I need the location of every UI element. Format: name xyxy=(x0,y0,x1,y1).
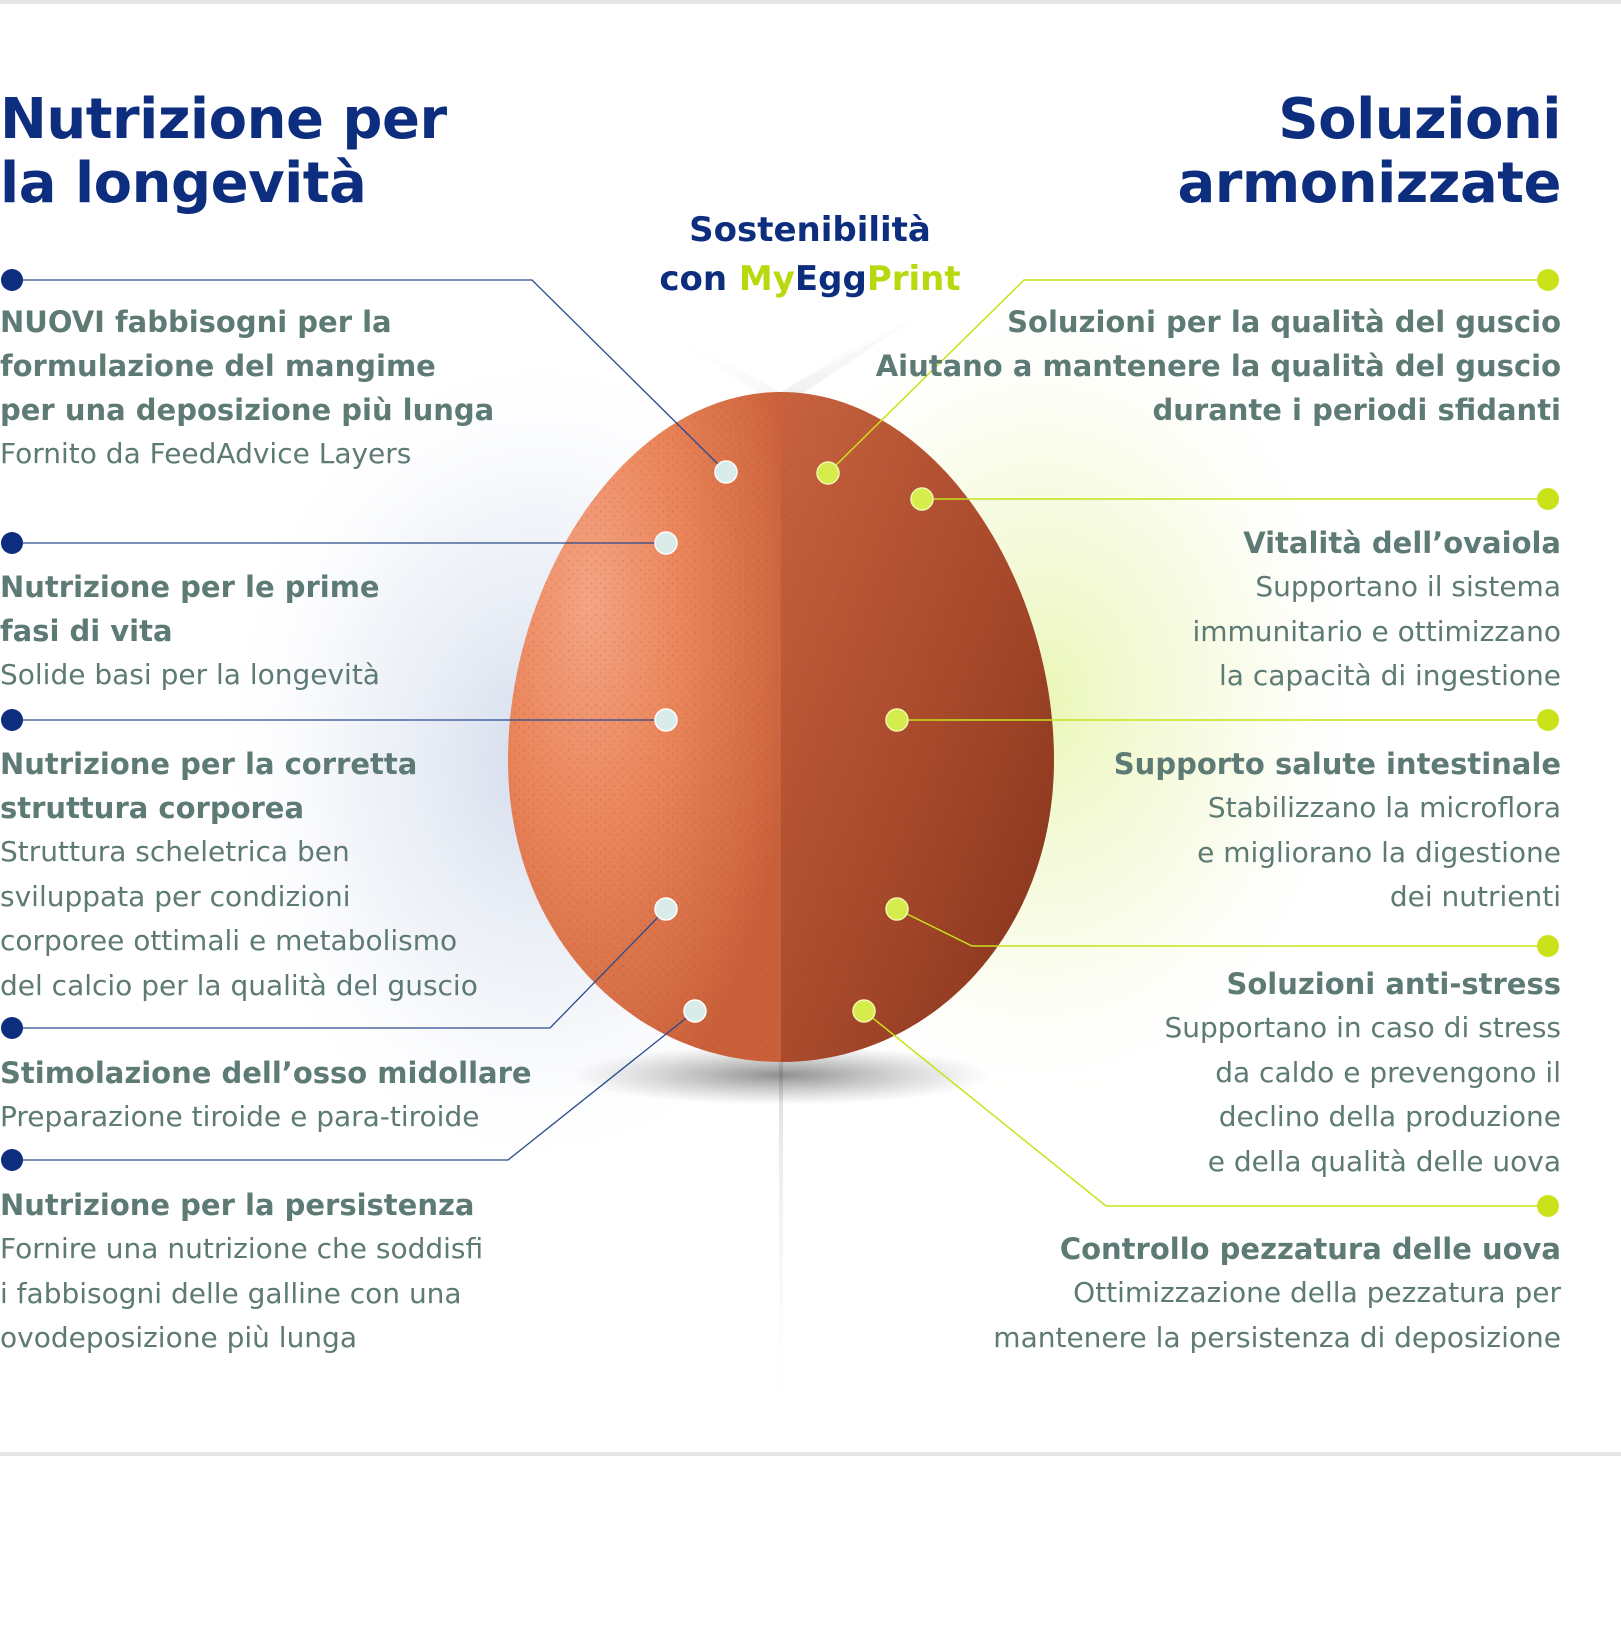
item-title: Nutrizione per la corretta xyxy=(0,747,418,781)
item-desc: Preparazione tiroide e para-tiroide xyxy=(0,1100,480,1133)
left-dot xyxy=(1,269,23,291)
heading-harmonized-solutions xyxy=(1177,88,1561,216)
item-title: durante i periodi sfidanti xyxy=(1152,393,1561,427)
connector-dot xyxy=(715,461,737,483)
connector-dot xyxy=(886,898,908,920)
item-title: Vitalità dell’ovaiola xyxy=(1243,526,1561,560)
item-desc: Supportano il sistema xyxy=(1255,570,1561,603)
connector-dot xyxy=(1537,709,1559,731)
connector-dot xyxy=(1537,269,1559,291)
item-desc: e migliorano la digestione xyxy=(1197,835,1561,869)
left-item-medullary-bone xyxy=(0,1051,620,1140)
right-item-hen-vitality xyxy=(941,521,1561,699)
connector-dot xyxy=(1,1017,23,1039)
heading-line: la longevità xyxy=(0,151,367,216)
item-desc: Solide basi per la longevità xyxy=(0,658,380,691)
connector-dot xyxy=(655,709,677,731)
item-desc: sviluppata per condizioni xyxy=(0,879,351,913)
item-desc: ovodeposizione più lunga xyxy=(0,1321,357,1354)
item-desc: Struttura scheletrica ben xyxy=(0,835,350,868)
right-item-anti-stress xyxy=(941,962,1561,1184)
right-item-egg-size xyxy=(901,1227,1561,1360)
item-title: formulazione del mangime xyxy=(0,349,436,383)
item-title: NUOVI fabbisogni per la xyxy=(0,305,392,339)
myeggprint-line xyxy=(600,255,1020,304)
item-title: fasi di vita xyxy=(0,614,173,648)
item-desc: i fabbisogni delle galline con una xyxy=(0,1276,462,1310)
item-desc: declino della produzione xyxy=(1218,1100,1561,1133)
item-desc: la capacità di ingestione xyxy=(1219,659,1561,692)
connector-dot xyxy=(886,709,908,731)
item-desc: Supportano in caso di stress xyxy=(1164,1011,1561,1044)
connector-dot xyxy=(1,709,23,731)
connector-dot xyxy=(1,532,23,554)
right-item-gut-health xyxy=(941,742,1561,920)
item-desc: corporee ottimali e metabolismo xyxy=(0,924,458,957)
item-title: struttura corporea xyxy=(0,791,305,825)
item-title: Soluzioni anti-stress xyxy=(1226,967,1561,1001)
item-title: Aiutano a mantenere la qualità del guscio xyxy=(875,349,1561,383)
heading-line: Nutrizione per xyxy=(0,87,447,152)
item-desc: Fornire una nutrizione che soddisfi xyxy=(0,1232,484,1265)
sustainability-line: Sostenibilità xyxy=(689,210,931,250)
item-desc: da caldo e prevengono il xyxy=(1215,1055,1561,1089)
connector-dot xyxy=(911,488,933,510)
connector-dot xyxy=(1537,1195,1559,1217)
connector-dot xyxy=(1537,935,1559,957)
brand-egg: Egg xyxy=(794,259,867,299)
brand-my: My xyxy=(738,259,795,299)
item-title: per una deposizione più lunga xyxy=(0,393,495,427)
item-title: Stimolazione dell’osso midollare xyxy=(0,1056,532,1090)
connector-dot xyxy=(853,1000,875,1022)
item-desc: Stabilizzano la microflora xyxy=(1207,791,1561,824)
right-item-shell-quality xyxy=(841,300,1561,432)
heading-longevity xyxy=(0,88,447,216)
connector-dot xyxy=(1,1149,23,1171)
item-desc: immunitario e ottimizzano xyxy=(1192,614,1561,648)
left-item-body-structure xyxy=(0,742,620,1008)
con-prefix: con xyxy=(659,259,739,299)
brand-print: Print xyxy=(866,259,961,299)
item-title: Controllo pezzatura delle uova xyxy=(1059,1232,1561,1266)
item-desc: del calcio per la qualità del guscio xyxy=(0,968,478,1002)
item-title: Nutrizione per le prime xyxy=(0,570,380,604)
item-desc: Ottimizzazione della pezzatura per xyxy=(1073,1276,1561,1309)
item-desc: mantenere la persistenza di deposizione xyxy=(993,1320,1561,1354)
connector-dot xyxy=(655,532,677,554)
item-desc: dei nutrienti xyxy=(1389,880,1561,913)
item-desc: e della qualità delle uova xyxy=(1207,1144,1561,1178)
connector-dot xyxy=(1537,488,1559,510)
connector-dot xyxy=(684,1000,706,1022)
heading-line: armonizzate xyxy=(1177,151,1561,216)
left-item-persistence xyxy=(0,1183,620,1361)
item-desc: Fornito da FeedAdvice Layers xyxy=(0,437,412,470)
sustainability-label xyxy=(600,206,1020,304)
item-title: Supporto salute intestinale xyxy=(1113,747,1561,781)
left-item-early-life xyxy=(0,565,620,698)
heading-line: Soluzioni xyxy=(1278,87,1561,152)
connector-dot xyxy=(655,898,677,920)
item-title: Soluzioni per la qualità del guscio xyxy=(1007,305,1561,339)
connector-dot xyxy=(817,462,839,484)
left-item-feed-requirements xyxy=(0,300,620,477)
item-title: Nutrizione per la persistenza xyxy=(0,1188,475,1222)
